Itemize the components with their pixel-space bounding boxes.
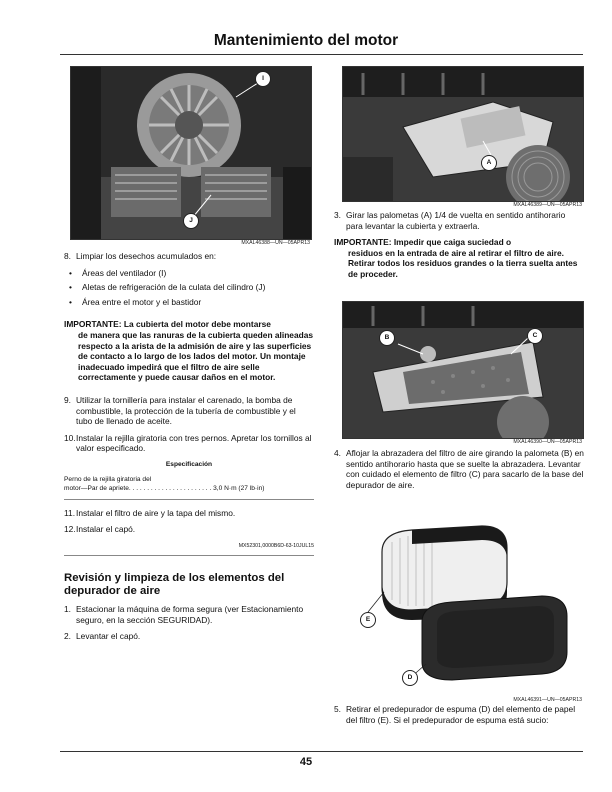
right-column-mid bbox=[334, 448, 584, 496]
callout-i: I bbox=[255, 71, 271, 87]
page-title: Mantenimiento del motor bbox=[213, 32, 399, 49]
callout-c: C bbox=[527, 328, 543, 344]
filter-elements-illustration bbox=[342, 512, 582, 692]
important-note-cover: IMPORTANTE: La cubierta del motor debe montarse de manera que las ranuras de la cubierta queden alineadas respecto a la arista de la admisión de aire y las superficies de contacto a lo largo de los lados del motor. Un montaje inadecuado impedirá que el filtro de aire selle correctamente y puede causar daños en el motor. bbox=[64, 319, 314, 383]
list-item: • Área entre el motor y el bastidor bbox=[64, 297, 314, 308]
header-rule bbox=[60, 54, 583, 55]
step-4: 4. Aflojar la abrazadera del filtro de aire girando la palometa (B) en sentido antihorario hasta que se suelte la abrazadera. Levantar con cuidado el elemento de filtro (C) para sacarlo de la base del depurador de aire. bbox=[334, 448, 584, 490]
callout-b: B bbox=[379, 330, 395, 346]
step-5: 5. Retirar el predepurador de espuma (D) del elemento de papel del filtro (E). Si el predepurador de espuma está sucio: bbox=[334, 704, 576, 725]
engine-photo bbox=[70, 66, 312, 240]
section-step-2: 2. Levantar el capó. bbox=[64, 631, 141, 642]
callout-j: J bbox=[183, 213, 199, 229]
step-10: 10. Instalar la rejilla giratoria con tres pernos. Apretar los tornillos al valor especificado. bbox=[64, 432, 312, 454]
air-cleaner-cover-photo bbox=[342, 66, 584, 202]
list-item: • Aletas de refrigeración de la culata del cilindro (J) bbox=[64, 282, 314, 293]
right-column-top bbox=[334, 210, 584, 292]
callout-d: D bbox=[402, 670, 418, 686]
photo-caption: MXAL46391—UN—05APR13 bbox=[513, 697, 582, 703]
step-11: 11. Instalar el filtro de aire y la tapa del mismo. bbox=[64, 507, 236, 518]
photo-caption: MXAL46390—UN—05APR13 bbox=[513, 439, 582, 445]
spec-line-1: Perno de la rejilla giratoria del bbox=[64, 475, 152, 483]
right-column-bottom bbox=[334, 704, 584, 731]
bullet-list bbox=[64, 268, 314, 308]
footer-rule bbox=[60, 751, 583, 752]
step-9: 9. Utilizar la tornillería para instalar el carenado, la bomba de combustible, la protección de la tubería de combustible y el tubo de llenado de aceite. bbox=[64, 394, 296, 427]
air-filter-photo bbox=[342, 301, 584, 439]
step-8: 8. Limpiar los desechos acumulados en: bbox=[64, 251, 217, 261]
spec-heading: Especificación bbox=[165, 460, 213, 468]
spec-line-2: motor—Par de apriete. . . . . . . . . . . . . . . . . . . . . . . 3,0 N·m (27 lb·in) bbox=[64, 484, 265, 492]
photo-caption: MXAL46389—UN—05APR13 bbox=[513, 202, 582, 208]
spec-rule bbox=[64, 499, 314, 500]
callout-a: A bbox=[481, 155, 497, 171]
step-3: 3. Girar las palometas (A) 1/4 de vuelta en sentido antihorario para levantar la cubierta y extraerla. bbox=[334, 210, 566, 231]
callout-e: E bbox=[360, 612, 376, 628]
important-note-debris: IMPORTANTE: Impedir que caiga suciedad o residuos en la entrada de aire al retirar el filtro de aire. Retirar todos los residuos grandes o la tierra suelta antes de proceder. bbox=[334, 237, 578, 279]
page-number: 45 bbox=[299, 756, 313, 768]
list-item: • Áreas del ventilador (I) bbox=[64, 268, 314, 279]
section-title: Revisión y limpieza de los elementos del depurador de aire bbox=[64, 572, 285, 598]
section-step-1: 1. Estacionar la máquina de forma segura (ver Estacionamiento seguro, en la sección SEGURIDAD). bbox=[64, 604, 304, 625]
step-12: 12. Instalar el capó. bbox=[64, 524, 136, 535]
doc-reference: MX52301,0000B6D-63-10JUL15 bbox=[238, 542, 314, 549]
section-divider bbox=[64, 555, 314, 556]
left-column bbox=[64, 251, 314, 648]
photo-caption: MXAL46388—UN—05APR13 bbox=[241, 240, 310, 246]
